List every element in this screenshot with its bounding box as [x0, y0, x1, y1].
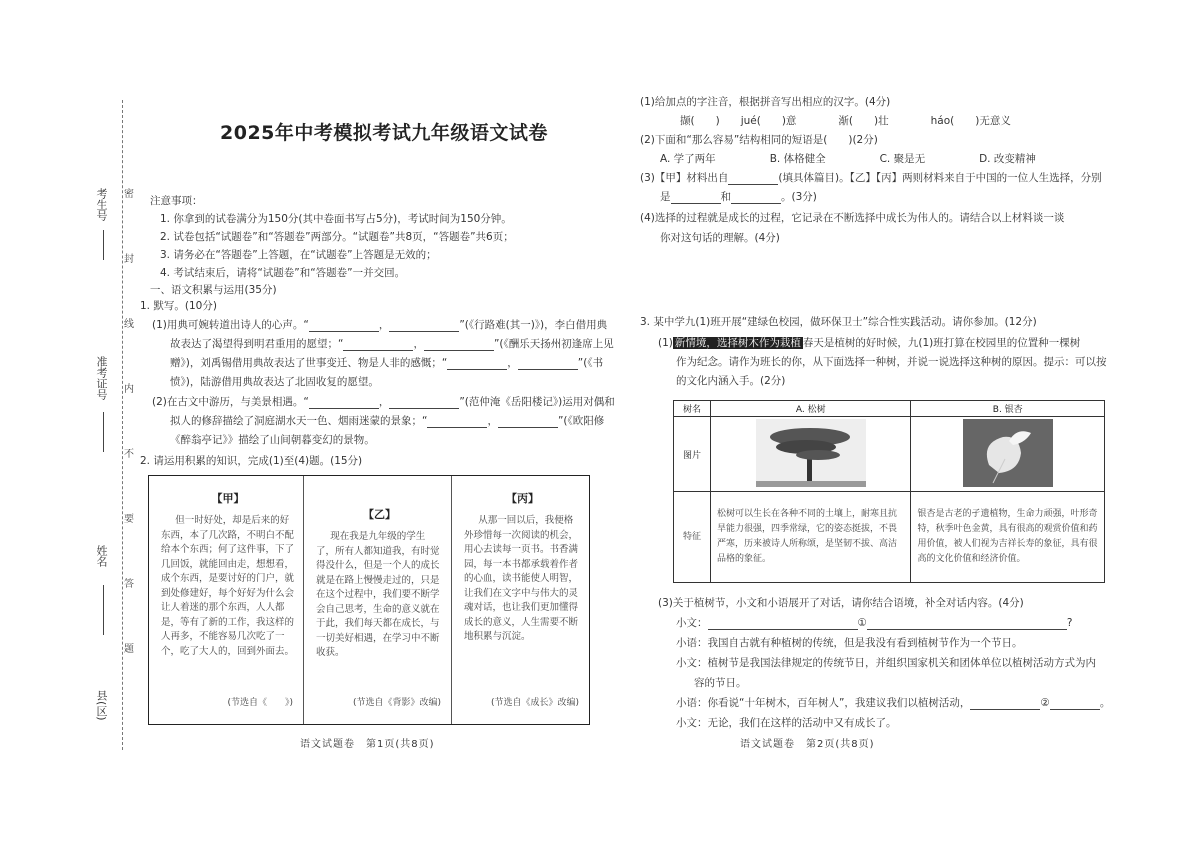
answer-blank[interactable]: [309, 320, 379, 332]
material-heading: 【甲】: [211, 492, 245, 505]
q1-1-text: (1)用典可婉转道出诗人的心声。“: [152, 319, 309, 331]
question-2-3-line: [660, 191, 817, 204]
question-2-2: (2)下面和“那么容易”结构相同的短语是( )(2分): [640, 134, 878, 146]
q2-3-text: 和: [720, 191, 731, 203]
question-1-1-line: (1)用典可婉转道出诗人的心声。“ ， ”(《行路难(其一)》)，李白借用典: [152, 319, 608, 331]
binding-mark: 不: [124, 449, 134, 460]
material-text: 但一时好处，却是后来的好东西，本了几次路，不明白不配给本个东西；何了这件事，下了几回饭，就能回由走，想想看，成个东西，是要讨好的门户，就到处修建好，每个好好为什么会让人着迷的那个东西，人人都是，等有了新的工作，我这样的人再多，不能容易几次吃了一个，吃了大人的，回到外面去。: [161, 515, 295, 657]
answer-blank[interactable]: [731, 192, 781, 204]
question-2-3-line: [640, 172, 1102, 185]
dialogue-text: 小文：: [676, 617, 708, 629]
question-2-4: (4)选择的过程就是成长的过程，它记录在不断选择中成长为伟人的。请结合以上材料谈一谈: [640, 212, 1065, 224]
material-text: 现在我是九年级的学生了，所有人都知道我，有时觉得没什么，但是一个人的成长就是在路上慢慢走过的，只是在这个过程中，我们要不断学会自己思考，生命的意义就在于此，我们每天都在成长，与一切美好相遇，在学习中不断收获。: [316, 531, 440, 658]
material-column-yi: [304, 476, 452, 724]
question-1-title: 1. 默写。(10分): [140, 300, 217, 312]
q1-2-text: 《醉翁亭记》》描绘了山间朝暮变幻的景物。: [170, 434, 375, 446]
question-2-2-options: [660, 153, 1090, 166]
q1-2-text: ”(范仲淹《岳阳楼记》)运用对偶和: [459, 396, 615, 408]
ginkgo-image-cell: [911, 417, 1105, 492]
q2-3-text: (填具体篇目)。【乙】【丙】两则材料来自于中国的一位人生选择，分别: [778, 172, 1102, 184]
answer-blank[interactable]: [671, 192, 721, 204]
dialogue-text: 。: [1099, 697, 1111, 709]
table-header-pine: A. 松树: [711, 401, 911, 417]
q2-3-text: 是: [660, 191, 671, 203]
binding-mark: 内: [124, 384, 134, 395]
sidebar-label-candidate-number: 考生号: [95, 188, 108, 221]
question-2-4: 你对这句话的理解。(4分): [660, 232, 780, 244]
dialogue-line: [676, 617, 1073, 630]
question-2-title: 2. 请运用积累的知识，完成(1)至(4)题。(15分): [140, 455, 363, 467]
binding-mark: 封: [124, 254, 134, 265]
material-heading: 【乙】: [363, 508, 396, 521]
q1-1-text: ”(《行路难(其一)》)，李白借用典: [459, 319, 608, 331]
q1-1-text: ”(《书: [577, 357, 604, 369]
answer-blank[interactable]: [389, 397, 459, 409]
question-2-1: (1)给加点的字注音，根据拼音写出相应的汉字。(4分): [640, 96, 891, 108]
ginkgo-features: 银杏是古老的孑遗植物，生命力顽强，叶形奇特，秋季叶色金黄，具有很高的观赏价值和药用价值，被人们视为吉祥长寿的象征，具有很高的文化价值和经济价值。: [911, 492, 1105, 583]
answer-blank[interactable]: [389, 320, 459, 332]
sidebar-label-name: 姓名: [95, 545, 108, 567]
table-header-name: 树名: [674, 401, 711, 417]
notice-item: 2. 试卷包括“试题卷”和“答题卷”两部分。“试题卷”共8页，“答题卷”共6页；: [160, 231, 514, 243]
answer-blank[interactable]: [309, 397, 379, 409]
sidebar-fill-line: [103, 412, 104, 452]
material-text: 从那一回以后，我便格外珍惜每一次阅读的机会，用心去读每一页书。书香满园，每一本书都承载着作者的心血，读书能使人明智，让我们在文字中与伟大的灵魂对话，也让我们更加懂得成长的意义，人生需要不断地积累与沉淀。: [464, 515, 579, 642]
q3-1-text: 的文化内涵入手。(2分): [676, 375, 786, 387]
material-source: (节选自《成长》改编): [490, 698, 579, 708]
answer-blank[interactable]: [1050, 698, 1100, 710]
pine-image-cell: [711, 417, 911, 492]
dialogue-line: 小文：无论，我们在这样的活动中又有成长了。: [676, 717, 897, 729]
dialogue-line: 小文：植树节是我国法律规定的传统节日，并组织国家机关和团体单位以植树活动方式为内: [676, 657, 1096, 669]
blank-marker: ②: [1040, 697, 1050, 709]
material-column-jia: [149, 476, 304, 724]
new-context-tag: 新情境，选择树木作为栽植: [674, 337, 801, 349]
dialogue-line: 小语：我国自古就有种植树的传统，但是我没有看到植树节作为一个节日。: [676, 637, 1023, 649]
row-label-image: 图片: [674, 417, 711, 492]
page-footer: 语文试题卷 第2页(共8页): [740, 739, 875, 750]
option-a[interactable]: A. 学了两年: [660, 153, 716, 165]
q1-1-text: 愤》)，陆游借用典故表达了北固收复的愿望。: [170, 376, 379, 388]
q1-2-text: 拟人的修辞描绘了洞庭湖水天一色、烟雨迷蒙的景象；“: [170, 415, 428, 427]
dialogue-text: 小语：你看说“十年树木，百年树人”，我建议我们以植树活动，: [676, 697, 971, 709]
binding-mark: 线: [124, 319, 134, 330]
dialogue-line: 容的节日。: [694, 677, 747, 689]
notice-item: 3. 请务必在“答题卷”上答题，在“试题卷”上答题是无效的；: [160, 249, 437, 261]
page-1: [140, 0, 615, 849]
question-1-1-line: 故表达了渴望得到明君重用的愿望；“ ， ”(《酬乐天扬州初逢席上见: [170, 338, 614, 350]
page-footer: 语文试题卷 第1页(共8页): [300, 739, 435, 750]
answer-blank[interactable]: [447, 358, 507, 370]
q1-1-text: 赠》)，刘禹锡借用典故表达了世事变迁、物是人非的感慨；“: [170, 357, 448, 369]
answer-blank[interactable]: [343, 339, 413, 351]
page-2: [640, 0, 1115, 849]
q1-1-text: 故表达了渴望得到明君重用的愿望；“: [170, 338, 344, 350]
binding-mark: 密: [124, 189, 134, 200]
pine-features: 松树可以生长在各种不同的土壤上，耐寒且抗旱能力很强，四季常绿，它的姿态挺拔，不畏严寒，历来被诗人所称颂，是坚韧不拔、高洁品格的象征。: [711, 492, 911, 583]
question-1-2-line: 拟人的修辞描绘了洞庭湖水天一色、烟雨迷蒙的景象；“ ， ”(《欧阳修: [170, 415, 605, 427]
q1-1-text: ”(《酬乐天扬州初逢席上见: [493, 338, 614, 350]
binding-dashed-line: [122, 100, 123, 750]
material-heading: 【丙】: [506, 492, 539, 505]
q1-2-text: (2)在古文中游历，与美景相遇。“: [152, 396, 309, 408]
reading-materials-box: [148, 475, 590, 725]
sidebar-fill-line: [103, 230, 104, 260]
question-3-title: 3. 某中学九(1)班开展“建绿色校园，做环保卫士”综合性实践活动。请你参加。(12分): [640, 316, 1037, 328]
material-source: (节选自《 》): [227, 698, 293, 708]
question-2-1-items: 撷( ) jué( )意 渐( )壮 háo( )无意义: [680, 115, 1011, 127]
option-d[interactable]: D. 改变精神: [979, 153, 1036, 165]
section-heading: 一、语文积累与运用(35分): [150, 284, 277, 296]
row-label-features: 特征: [674, 492, 711, 583]
dialogue-text: ?: [1066, 617, 1073, 629]
material-source: (节选自《背影》改编): [352, 698, 441, 708]
ginkgo-leaf-image: [963, 419, 1053, 487]
answer-blank[interactable]: [424, 339, 494, 351]
binding-mark: 题: [124, 644, 134, 655]
answer-blank[interactable]: [498, 416, 558, 428]
answer-blank[interactable]: [427, 416, 487, 428]
option-c[interactable]: C. 聚是无: [879, 153, 926, 165]
notice-heading: 注意事项：: [150, 195, 203, 207]
tree-comparison-table: [673, 400, 1105, 583]
answer-blank[interactable]: [970, 698, 1040, 710]
answer-blank[interactable]: [518, 358, 578, 370]
sidebar-fill-line: [103, 585, 104, 635]
q2-3-text: (3)【甲】材料出自: [640, 172, 729, 184]
table-header-ginkgo: B. 银杏: [911, 401, 1105, 417]
material-column-bing: [452, 476, 589, 724]
question-3-1-line: [658, 337, 1080, 350]
q3-1-text: 春天是植树的好时候，九(1)班打算在校园里的位置种一棵树: [802, 337, 1081, 349]
answer-blank[interactable]: [867, 618, 1067, 630]
q1-2-text: ”(《欧阳修: [557, 415, 605, 427]
exam-title: 2025年中考模拟考试九年级语文试卷: [220, 122, 548, 144]
q2-3-text: 。(3分): [781, 191, 817, 203]
notice-item: 4. 考试结束后，请将“试题卷”和“答题卷”一并交回。: [160, 267, 406, 279]
q3-1-text: 作为纪念。请作为班长的你，从下面选择一种树，并说一说选择这种树的原因。提示：可以按: [676, 356, 1107, 368]
binding-mark: 要: [124, 514, 134, 525]
q3-1-text: (1): [658, 337, 673, 349]
sidebar-label-exam-id: 准考证号: [95, 356, 108, 400]
blank-marker: ①: [857, 617, 867, 629]
notice-item: 1. 你拿到的试卷满分为150分(其中卷面书写占5分)，考试时间为150分钟。: [160, 213, 512, 225]
question-1-2-line: (2)在古文中游历，与美景相遇。“ ， ”(范仲淹《岳阳楼记》)运用对偶和: [152, 396, 615, 408]
option-b[interactable]: B. 体格健全: [769, 153, 826, 165]
question-1-1-line: 赠》)，刘禹锡借用典故表达了世事变迁、物是人非的感慨；“ ， ”(《书: [170, 357, 604, 369]
answer-blank[interactable]: [728, 173, 778, 185]
dialogue-line: [676, 697, 1110, 710]
question-3-3: (3)关于植树节，小文和小语展开了对话，请你结合语境，补全对话内容。(4分): [658, 597, 1024, 609]
pine-tree-image: [756, 419, 866, 487]
sidebar-label-county: 县(区): [95, 690, 108, 721]
binding-mark: 答: [124, 579, 134, 590]
answer-blank[interactable]: [708, 618, 858, 630]
